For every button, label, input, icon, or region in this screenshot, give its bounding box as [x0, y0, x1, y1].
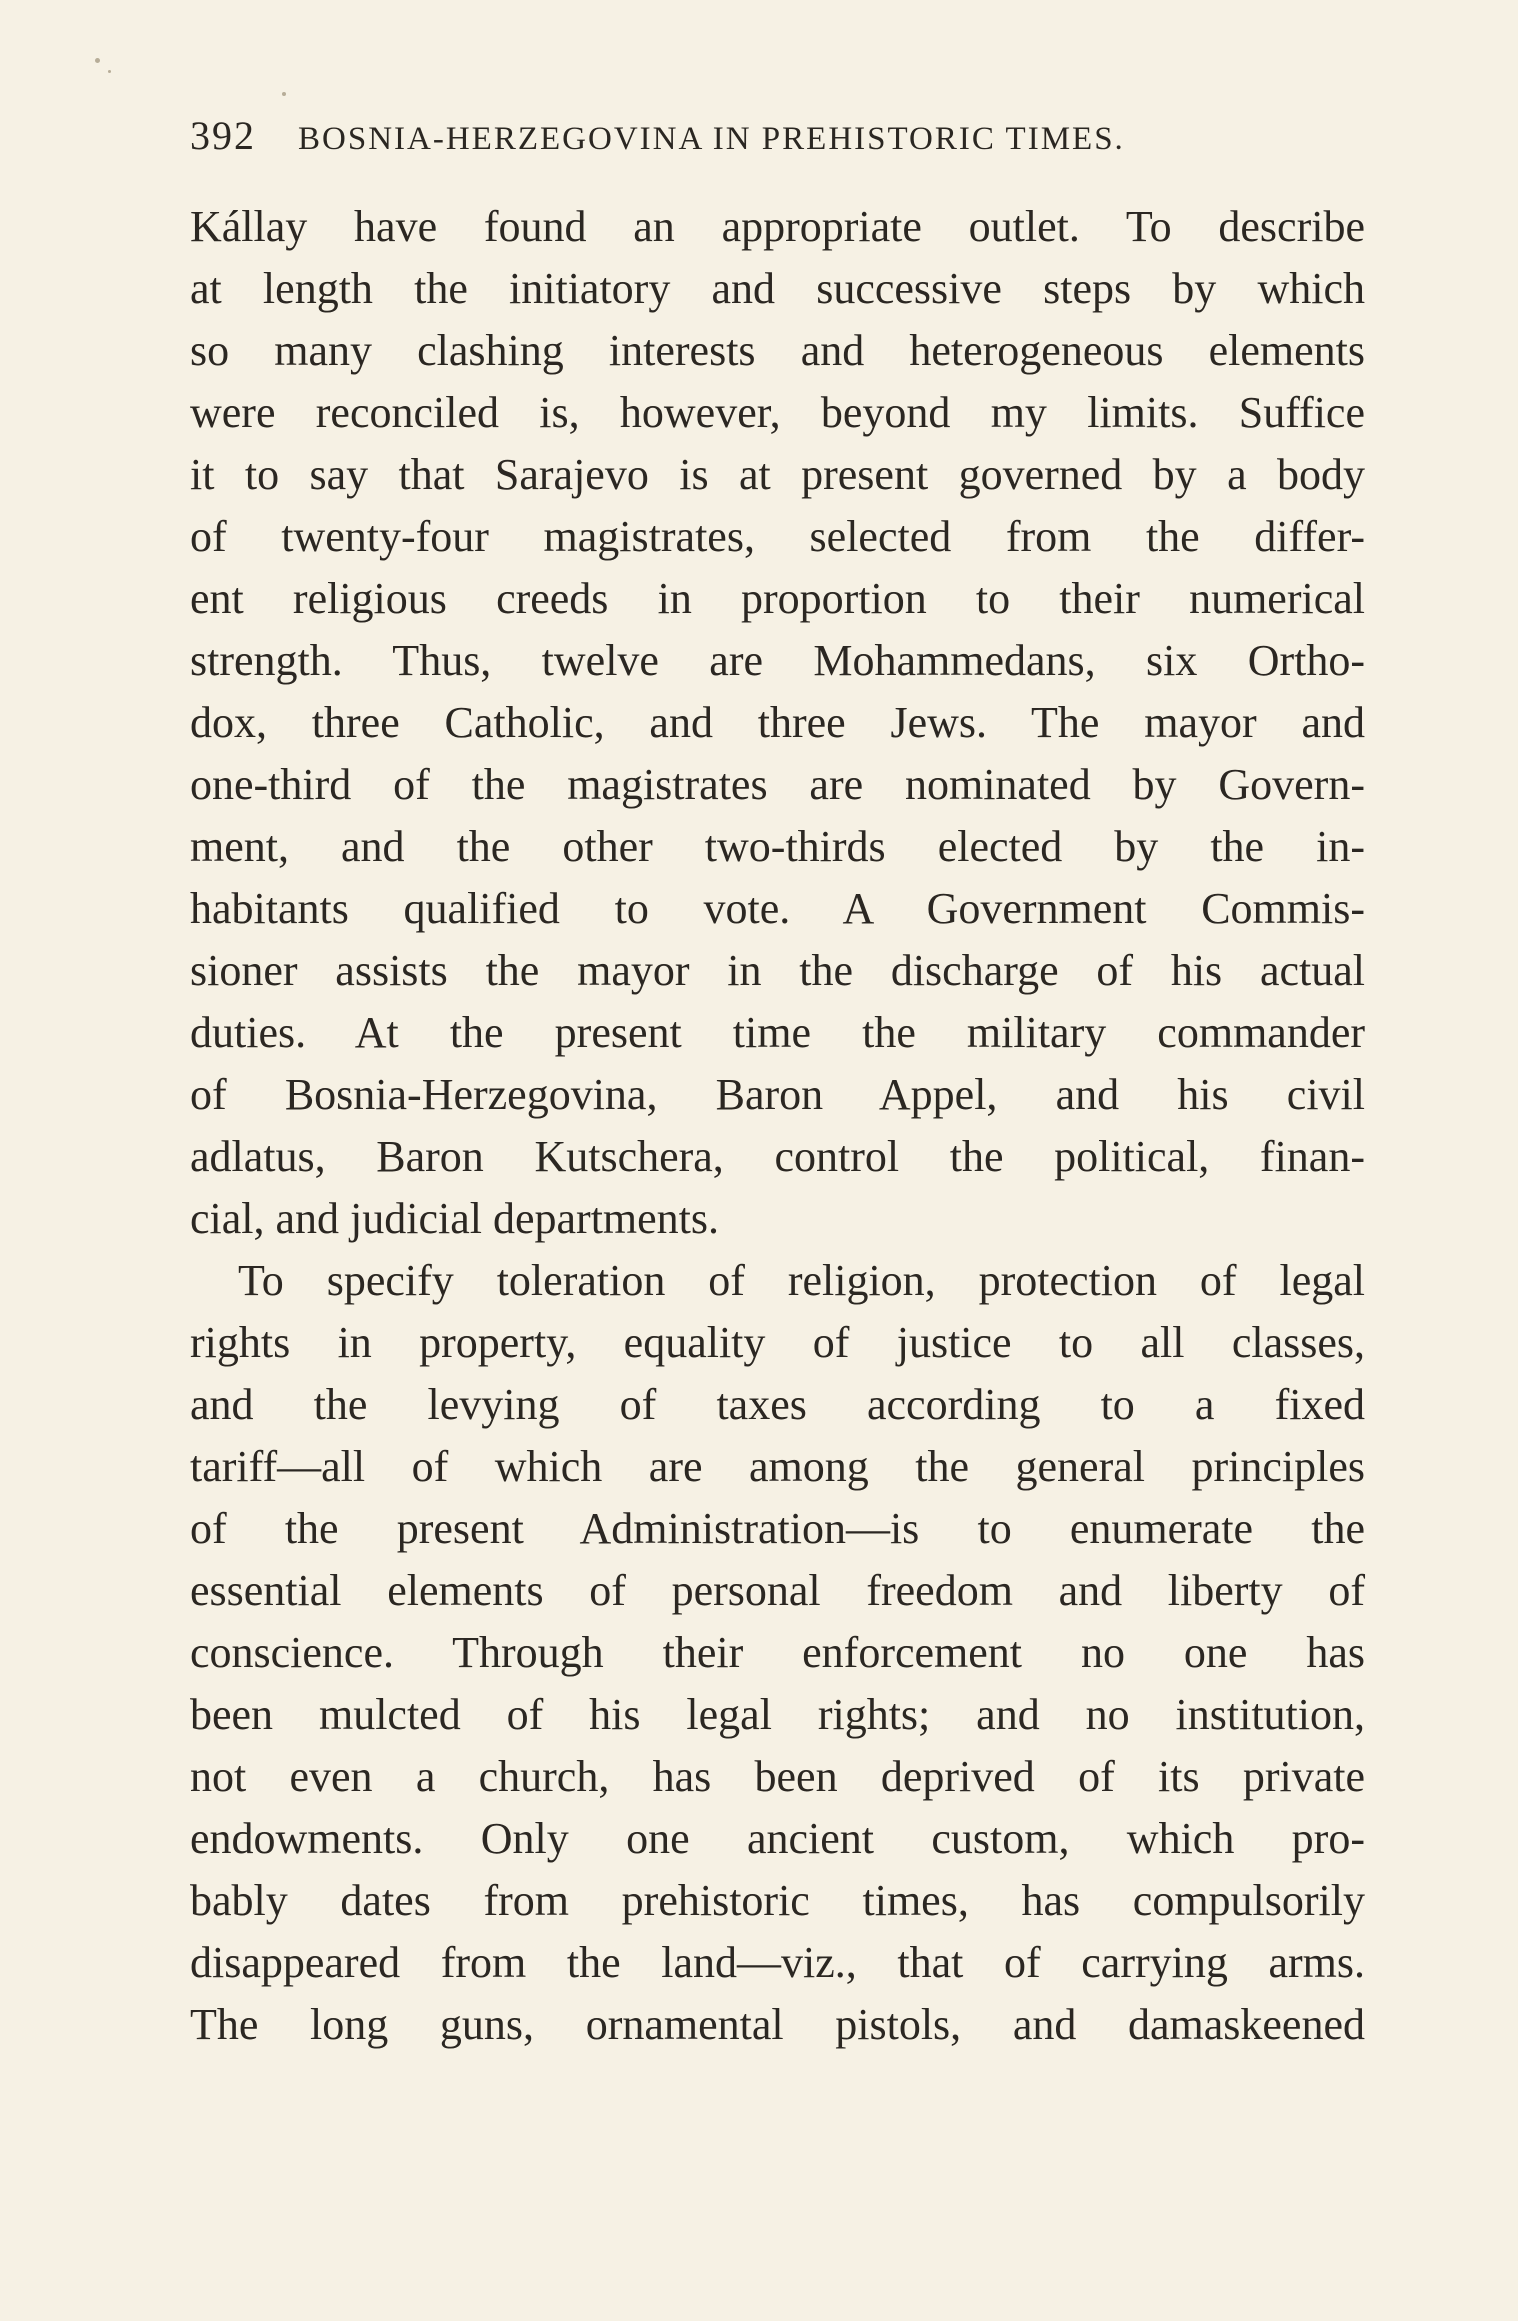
text-line: habitants qualified to vote. A Government Commis- [190, 884, 1365, 933]
text-line: one-third of the magistrates are nominated by Govern- [190, 760, 1365, 809]
text-line: ment, and the other two-thirds elected by the in- [190, 822, 1365, 871]
text-line: ent religious creeds in proportion to their numerical [190, 574, 1365, 623]
text-line: of Bosnia-Herzegovina, Baron Appel, and his civil [190, 1070, 1365, 1119]
body-text [190, 196, 1365, 2056]
page-number: 392 [190, 113, 256, 158]
text-line: sioner assists the mayor in the discharge of his actual [190, 946, 1365, 995]
text-line: so many clashing interests and heterogeneous elements [190, 326, 1365, 375]
text-line: not even a church, has been deprived of its private [190, 1752, 1365, 1801]
text-line: of twenty-four magistrates, selected from the differ- [190, 512, 1365, 561]
text-line: were reconciled is, however, beyond my limits. Suffice [190, 388, 1365, 437]
text-line: rights in property, equality of justice to all classes, [190, 1318, 1365, 1367]
text-line: of the present Administration—is to enumerate the [190, 1504, 1365, 1553]
ink-speck [282, 92, 286, 96]
text-line: dox, three Catholic, and three Jews. The mayor and [190, 698, 1365, 747]
text-line: bably dates from prehistoric times, has compulsorily [190, 1876, 1365, 1925]
text-line: tariff—all of which are among the general principles [190, 1442, 1365, 1491]
text-line: endowments. Only one ancient custom, which pro- [190, 1814, 1365, 1863]
running-head-title: BOSNIA-HERZEGOVINA IN PREHISTORIC TIMES. [298, 121, 1125, 157]
ink-speck [95, 58, 100, 63]
text-line: disappeared from the land—viz., that of carrying arms. [190, 1938, 1365, 1987]
text-line: adlatus, Baron Kutschera, control the political, finan- [190, 1132, 1365, 1181]
text-line: The long guns, ornamental pistols, and damaskeened [190, 2000, 1365, 2049]
text-line: essential elements of personal freedom and liberty of [190, 1566, 1365, 1615]
text-line: at length the initiatory and successive steps by which [190, 264, 1365, 313]
text-line: Kállay have found an appropriate outlet. To describe [190, 202, 1365, 251]
paragraph-end-line: cial, and judicial departments. [190, 1194, 720, 1243]
text-line: conscience. Through their enforcement no one has [190, 1628, 1365, 1677]
text-line: duties. At the present time the military commander [190, 1008, 1365, 1057]
text-line: it to say that Sarajevo is at present governed by a body [190, 450, 1365, 499]
ink-speck [108, 70, 111, 73]
paragraph-start-line: To specify toleration of religion, protection of legal [238, 1256, 1365, 1305]
running-header [190, 112, 1270, 172]
text-line: been mulcted of his legal rights; and no institution, [190, 1690, 1365, 1739]
text-line: and the levying of taxes according to a fixed [190, 1380, 1365, 1429]
text-line: strength. Thus, twelve are Mohammedans, six Ortho- [190, 636, 1365, 685]
